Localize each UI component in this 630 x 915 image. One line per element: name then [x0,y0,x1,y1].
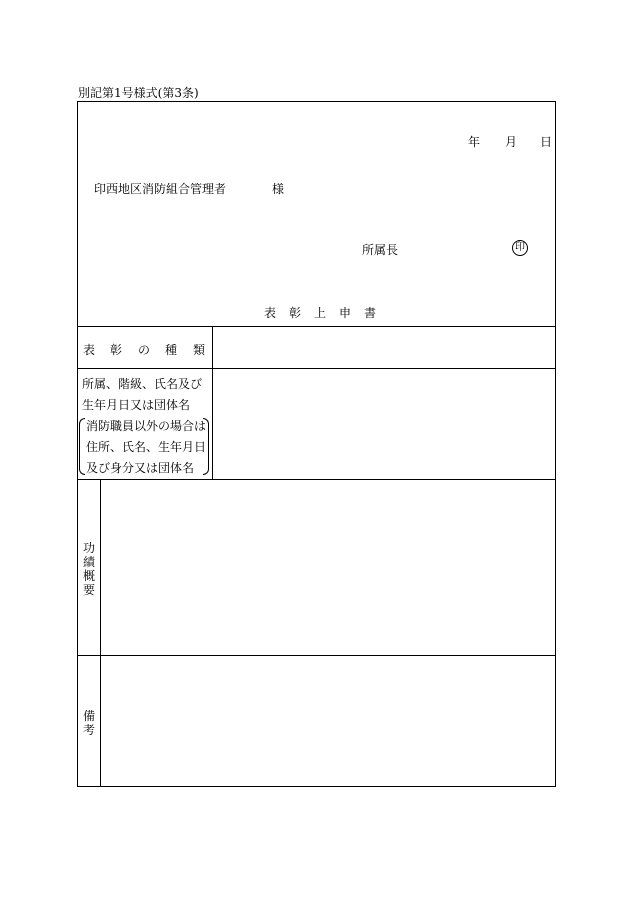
document-title-char-1: 表 [264,306,277,320]
addressee-name: 印西地区消防組合管理者 [94,182,227,196]
document-title-char-4: 申 [339,306,352,320]
document-title-char-3: 上 [314,306,327,320]
achievement-label-char-1: 功 [82,541,95,555]
column-divider [100,479,101,787]
note-bracket-left [79,418,85,475]
seal-icon: 印 [512,240,528,256]
recipient-label-line1: 所属、階級、氏名及び [82,377,203,391]
column-divider [212,326,213,479]
award-type-label-char-3: の [138,343,151,357]
date-year-label: 年 [468,135,481,149]
achievement-field[interactable] [102,480,554,654]
recipient-field[interactable] [214,369,554,478]
award-type-label-char-2: 彰 [110,343,123,357]
form-number: 別記第1号様式(第3条) [78,86,199,100]
date-day-label: 日 [540,135,553,149]
sender-title: 所属長 [362,243,399,257]
recipient-note-line1: 消防職員以外の場合は [86,419,207,433]
achievement-label-char-2: 績 [82,555,95,569]
recipient-label-line2: 生年月日又は団体名 [82,398,191,412]
award-type-field[interactable] [214,327,554,367]
date-month-label: 月 [505,135,518,149]
recipient-note-line2: 住所、氏名、生年月日 [86,440,207,454]
award-type-label-char-5: 類 [193,343,206,357]
award-type-label-char-1: 表 [83,343,96,357]
achievement-label-char-3: 概 [82,569,95,583]
remarks-label-char-1: 備 [82,709,95,723]
document-title-char-5: 書 [364,306,377,320]
achievement-label-char-4: 要 [82,583,95,597]
award-type-label-char-4: 種 [165,343,178,357]
remarks-field[interactable] [102,656,554,785]
addressee-honorific: 様 [272,182,285,196]
recipient-note-line3: 及び身分又は団体名 [86,461,195,475]
document-title-char-2: 彰 [289,306,302,320]
remarks-label-char-2: 考 [82,723,95,737]
